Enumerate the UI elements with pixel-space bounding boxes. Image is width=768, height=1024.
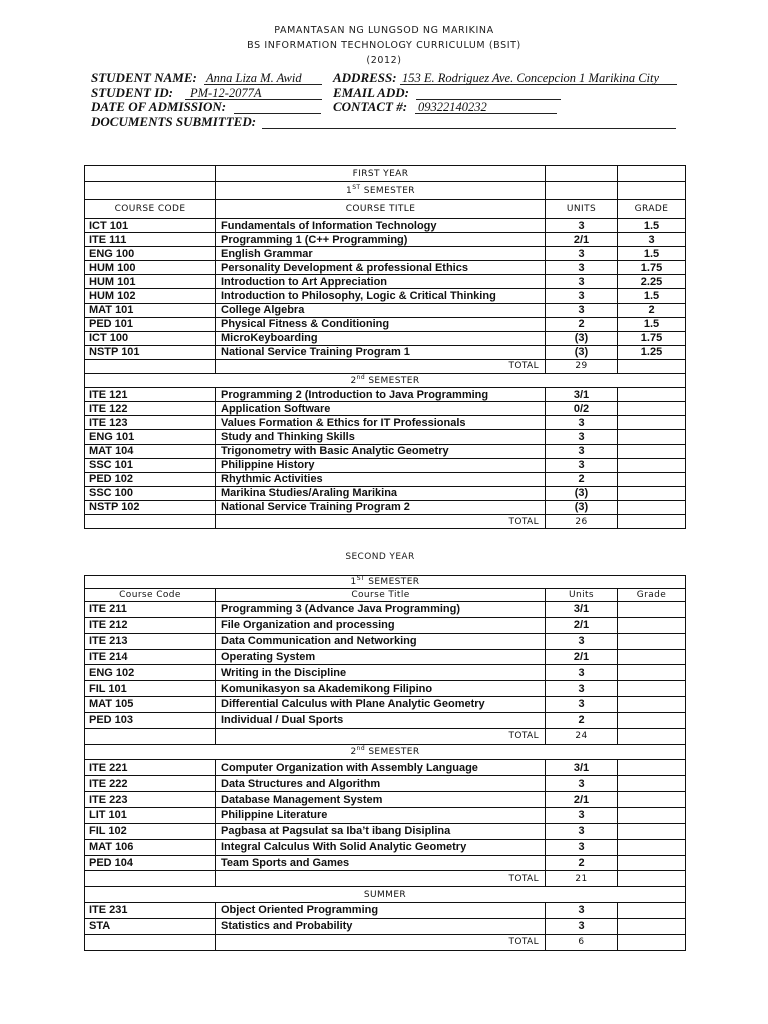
course-units: 2/1: [546, 650, 618, 666]
course-row: [85, 275, 686, 289]
semester-ordinal-suffix: ST: [352, 183, 361, 191]
empty-cell: [85, 166, 216, 182]
course-title: Individual / Dual Sports: [216, 713, 546, 729]
course-title: Data Communication and Networking: [216, 634, 546, 650]
course-row: [85, 650, 686, 666]
course-grade: 1.5: [618, 289, 686, 303]
course-title: Introduction to Art Appreciation: [216, 275, 546, 289]
semester-heading: [85, 374, 686, 388]
course-code: LIT 101: [85, 808, 216, 824]
course-code: MAT 101: [85, 304, 216, 318]
course-row: [85, 388, 686, 402]
course-title: Marikina Studies/Araling Marikina: [216, 487, 546, 501]
course-grade: [618, 808, 686, 824]
total-units: 26: [546, 515, 618, 529]
semester-heading-text: [364, 890, 406, 900]
course-code: MAT 105: [85, 697, 216, 713]
semester-heading-row: [85, 374, 686, 388]
student-id-field: PM-12-2077A: [185, 86, 322, 100]
semester-label: SEMESTER: [363, 185, 415, 196]
course-units: 3: [546, 289, 618, 303]
course-row: [85, 416, 686, 430]
course-title: Application Software: [216, 402, 546, 416]
column-header-units: UNITS: [546, 200, 618, 219]
course-row: [85, 760, 686, 776]
year-heading-row: [85, 166, 686, 182]
student-id-label: STUDENT ID:: [91, 85, 173, 100]
semester-heading-row: [85, 745, 686, 761]
course-units: 3: [546, 219, 618, 233]
semester-heading-text: [346, 183, 415, 196]
total-label: TOTAL: [216, 871, 546, 887]
course-units: 3: [546, 697, 618, 713]
course-grade: [618, 459, 686, 473]
course-row: [85, 233, 686, 247]
course-units: 3: [546, 459, 618, 473]
course-row: [85, 634, 686, 650]
course-code: ICT 100: [85, 332, 216, 346]
course-row: [85, 776, 686, 792]
course-grade: [618, 430, 686, 444]
column-header-units: Units: [546, 589, 618, 602]
course-row: [85, 792, 686, 808]
course-code: ENG 100: [85, 247, 216, 261]
semester-label: SEMESTER: [368, 577, 420, 587]
semester-heading: [85, 745, 686, 761]
column-header-title: Course Title: [216, 589, 546, 602]
empty-cell: [618, 935, 686, 951]
semester-label: SEMESTER: [368, 375, 420, 386]
course-code: MAT 104: [85, 445, 216, 459]
course-code: ITE 123: [85, 416, 216, 430]
course-code: FIL 102: [85, 824, 216, 840]
course-row: [85, 697, 686, 713]
university-name: PAMANTASAN NG LUNGSOD NG MARIKINA: [274, 25, 494, 36]
empty-cell: [85, 935, 216, 951]
empty-cell: [85, 182, 216, 200]
course-title: File Organization and processing: [216, 618, 546, 634]
semester-ordinal-suffix: nd: [356, 745, 366, 753]
total-row: [85, 871, 686, 887]
column-header-code: COURSE CODE: [85, 200, 216, 219]
column-header-grade: GRADE: [618, 200, 686, 219]
course-units: 2/1: [546, 792, 618, 808]
course-title: Operating System: [216, 650, 546, 666]
course-grade: [618, 402, 686, 416]
course-units: 2/1: [546, 618, 618, 634]
empty-cell: [85, 360, 216, 374]
course-row: [85, 919, 686, 935]
documents-submitted-label: DOCUMENTS SUBMITTED:: [91, 114, 257, 129]
course-units: 3: [546, 903, 618, 919]
course-row: [85, 430, 686, 444]
total-units: 6: [546, 935, 618, 951]
course-grade: [618, 824, 686, 840]
course-grade: [618, 919, 686, 935]
course-row: [85, 681, 686, 697]
empty-cell: [618, 515, 686, 529]
course-row: [85, 445, 686, 459]
course-units: 3: [546, 275, 618, 289]
course-code: PED 102: [85, 473, 216, 487]
course-grade: [618, 634, 686, 650]
course-grade: [618, 697, 686, 713]
course-title: Writing in the Discipline: [216, 665, 546, 681]
course-units: 2: [546, 856, 618, 872]
course-title: Physical Fitness & Conditioning: [216, 318, 546, 332]
course-title: Pagbasa at Pagsulat sa Iba’t ibang Disiplina: [216, 824, 546, 840]
course-grade: 1.75: [618, 261, 686, 275]
contact-field: 09322140232: [415, 100, 557, 114]
course-units: 2: [546, 713, 618, 729]
course-code: ITE 121: [85, 388, 216, 402]
course-title: Integral Calculus With Solid Analytic Geometry: [216, 840, 546, 856]
semester-label: SEMESTER: [368, 747, 420, 758]
second-year-heading: SECOND YEAR: [345, 552, 415, 562]
course-title: Programming 2 (Introduction to Java Programming: [216, 388, 546, 402]
course-grade: 3: [618, 233, 686, 247]
total-label: TOTAL: [216, 360, 546, 374]
course-title: Komunikasyon sa Akademikong Filipino: [216, 681, 546, 697]
course-row: [85, 840, 686, 856]
empty-cell: [618, 871, 686, 887]
course-units: 3: [546, 634, 618, 650]
course-units: 3: [546, 430, 618, 444]
course-units: 2: [546, 318, 618, 332]
course-title: Study and Thinking Skills: [216, 430, 546, 444]
course-title: National Service Training Program 2: [216, 501, 546, 515]
course-title: Programming 1 (C++ Programming): [216, 233, 546, 247]
course-code: ITE 212: [85, 618, 216, 634]
course-units: 3/1: [546, 602, 618, 618]
course-code: ITE 213: [85, 634, 216, 650]
course-title: Personality Development & professional Ethics: [216, 261, 546, 275]
semester-number: 2: [350, 747, 357, 758]
course-units: 3: [546, 776, 618, 792]
contact-label: CONTACT #:: [333, 99, 408, 114]
column-header-grade: Grade: [618, 589, 686, 602]
semester-heading: [85, 576, 686, 589]
total-units: 24: [546, 729, 618, 745]
course-title: Team Sports and Games: [216, 856, 546, 872]
course-grade: 1.5: [618, 219, 686, 233]
course-row: [85, 459, 686, 473]
course-code: PED 101: [85, 318, 216, 332]
semester-heading: [216, 182, 546, 200]
semester-number: 1: [350, 577, 357, 587]
total-row: [85, 729, 686, 745]
course-row: [85, 487, 686, 501]
course-row: [85, 247, 686, 261]
total-label: TOTAL: [216, 935, 546, 951]
semester-heading-row: [85, 576, 686, 589]
course-row: [85, 713, 686, 729]
course-units: 2: [546, 473, 618, 487]
course-code: SSC 100: [85, 487, 216, 501]
course-grade: 2.25: [618, 275, 686, 289]
address-label: ADDRESS:: [333, 70, 397, 85]
course-code: ITE 111: [85, 233, 216, 247]
empty-cell: [618, 182, 686, 200]
course-code: FIL 101: [85, 681, 216, 697]
course-grade: [618, 473, 686, 487]
course-code: NSTP 101: [85, 346, 216, 360]
course-row: [85, 304, 686, 318]
course-code: HUM 102: [85, 289, 216, 303]
semester-heading-row: [85, 887, 686, 903]
course-row: [85, 501, 686, 515]
course-code: MAT 106: [85, 840, 216, 856]
course-grade: [618, 856, 686, 872]
course-row: [85, 318, 686, 332]
course-grade: [618, 903, 686, 919]
semester-heading-text: [350, 376, 419, 386]
course-title: National Service Training Program 1: [216, 346, 546, 360]
course-code: SSC 101: [85, 459, 216, 473]
semester-number: 1: [346, 185, 353, 196]
address-field: 153 E. Rodriguez Ave. Concepcion 1 Marikina City: [400, 71, 677, 85]
course-grade: [618, 776, 686, 792]
course-units: 3/1: [546, 388, 618, 402]
semester-heading-text: [351, 577, 420, 587]
first-year-heading: FIRST YEAR: [216, 166, 546, 182]
course-row: [85, 261, 686, 275]
course-row: [85, 618, 686, 634]
course-code: ITE 122: [85, 402, 216, 416]
semester-ordinal-suffix: ST: [356, 576, 365, 582]
semester-heading-row: [85, 182, 686, 200]
course-code: ITE 214: [85, 650, 216, 666]
empty-cell: [618, 729, 686, 745]
course-code: ENG 101: [85, 430, 216, 444]
course-code: ITE 231: [85, 903, 216, 919]
course-title: Philippine History: [216, 459, 546, 473]
course-grade: [618, 445, 686, 459]
course-grade: [618, 501, 686, 515]
total-units: 21: [546, 871, 618, 887]
course-grade: [618, 388, 686, 402]
course-units: 2/1: [546, 233, 618, 247]
total-row: [85, 360, 686, 374]
course-title: Fundamentals of Information Technology: [216, 219, 546, 233]
admission-date-label: DATE OF ADMISSION:: [91, 99, 227, 114]
course-code: ENG 102: [85, 665, 216, 681]
course-grade: [618, 650, 686, 666]
course-grade: [618, 602, 686, 618]
first-year-curriculum-table: [84, 165, 686, 529]
total-label: TOTAL: [216, 515, 546, 529]
course-grade: 1.75: [618, 332, 686, 346]
course-grade: [618, 840, 686, 856]
course-units: 3: [546, 919, 618, 935]
course-grade: 1.25: [618, 346, 686, 360]
admission-date-field: [234, 100, 321, 114]
course-title: Programming 3 (Advance Java Programming): [216, 602, 546, 618]
course-code: HUM 100: [85, 261, 216, 275]
course-code: ITE 221: [85, 760, 216, 776]
course-code: NSTP 102: [85, 501, 216, 515]
semester-heading-text: [350, 747, 419, 757]
course-row: [85, 856, 686, 872]
course-grade: [618, 681, 686, 697]
course-title: Trigonometry with Basic Analytic Geometry: [216, 445, 546, 459]
course-units: 0/2: [546, 402, 618, 416]
course-code: ICT 101: [85, 219, 216, 233]
course-grade: [618, 487, 686, 501]
second-year-curriculum-table: [84, 575, 686, 951]
program-title: BS INFORMATION TECHNOLOGY CURRICULUM (BSIT): [247, 40, 521, 51]
course-grade: [618, 618, 686, 634]
course-grade: [618, 665, 686, 681]
empty-cell: [546, 182, 618, 200]
student-name-field: Anna Liza M. Awid: [204, 71, 322, 85]
course-units: 3: [546, 445, 618, 459]
column-header-title: COURSE TITLE: [216, 200, 546, 219]
curriculum-year: (2012): [366, 55, 402, 66]
course-units: (3): [546, 487, 618, 501]
course-row: [85, 903, 686, 919]
empty-cell: [546, 166, 618, 182]
course-title: MicroKeyboarding: [216, 332, 546, 346]
semester-heading: [85, 887, 686, 903]
semester-label: SUMMER: [363, 889, 407, 900]
course-units: 3: [546, 681, 618, 697]
course-units: 3: [546, 840, 618, 856]
course-row: [85, 824, 686, 840]
course-units: (3): [546, 346, 618, 360]
course-units: (3): [546, 501, 618, 515]
course-row: [85, 289, 686, 303]
course-units: 3: [546, 824, 618, 840]
course-code: HUM 101: [85, 275, 216, 289]
empty-cell: [85, 729, 216, 745]
course-row: [85, 346, 686, 360]
course-grade: [618, 792, 686, 808]
course-title: Object Oriented Programming: [216, 903, 546, 919]
course-title: Rhythmic Activities: [216, 473, 546, 487]
course-row: [85, 665, 686, 681]
total-row: [85, 935, 686, 951]
course-row: [85, 602, 686, 618]
course-title: Introduction to Philosophy, Logic & Critical Thinking: [216, 289, 546, 303]
column-header-row: [85, 200, 686, 219]
course-grade: 1.5: [618, 318, 686, 332]
email-label: EMAIL ADD:: [333, 85, 409, 100]
course-units: 3: [546, 247, 618, 261]
student-name-label: STUDENT NAME:: [91, 70, 197, 85]
course-code: ITE 222: [85, 776, 216, 792]
course-row: [85, 808, 686, 824]
course-code: ITE 223: [85, 792, 216, 808]
course-title: Philippine Literature: [216, 808, 546, 824]
course-grade: 1.5: [618, 247, 686, 261]
course-units: (3): [546, 332, 618, 346]
course-grade: [618, 760, 686, 776]
course-units: 3: [546, 261, 618, 275]
column-header-code: Course Code: [85, 589, 216, 602]
course-units: 3: [546, 808, 618, 824]
course-title: Values Formation & Ethics for IT Professionals: [216, 416, 546, 430]
course-code: ITE 211: [85, 602, 216, 618]
course-title: English Grammar: [216, 247, 546, 261]
empty-cell: [85, 515, 216, 529]
course-title: Data Structures and Algorithm: [216, 776, 546, 792]
course-row: [85, 332, 686, 346]
empty-cell: [85, 871, 216, 887]
course-grade: 2: [618, 304, 686, 318]
empty-cell: [618, 166, 686, 182]
course-code: STA: [85, 919, 216, 935]
documents-submitted-field: [262, 115, 676, 129]
course-units: 3/1: [546, 760, 618, 776]
course-title: Statistics and Probability: [216, 919, 546, 935]
course-units: 3: [546, 416, 618, 430]
course-grade: [618, 713, 686, 729]
semester-number: 2: [350, 375, 357, 386]
course-units: 3: [546, 304, 618, 318]
course-code: PED 104: [85, 856, 216, 872]
total-label: TOTAL: [216, 729, 546, 745]
column-header-row: [85, 589, 686, 602]
empty-cell: [618, 360, 686, 374]
semester-ordinal-suffix: nd: [356, 374, 366, 381]
total-units: 29: [546, 360, 618, 374]
course-row: [85, 219, 686, 233]
course-row: [85, 402, 686, 416]
course-title: College Algebra: [216, 304, 546, 318]
email-field: [416, 86, 561, 100]
course-code: PED 103: [85, 713, 216, 729]
course-title: Computer Organization with Assembly Language: [216, 760, 546, 776]
course-title: Database Management System: [216, 792, 546, 808]
course-units: 3: [546, 665, 618, 681]
course-row: [85, 473, 686, 487]
course-title: Differential Calculus with Plane Analytic Geometry: [216, 697, 546, 713]
total-row: [85, 515, 686, 529]
course-grade: [618, 416, 686, 430]
